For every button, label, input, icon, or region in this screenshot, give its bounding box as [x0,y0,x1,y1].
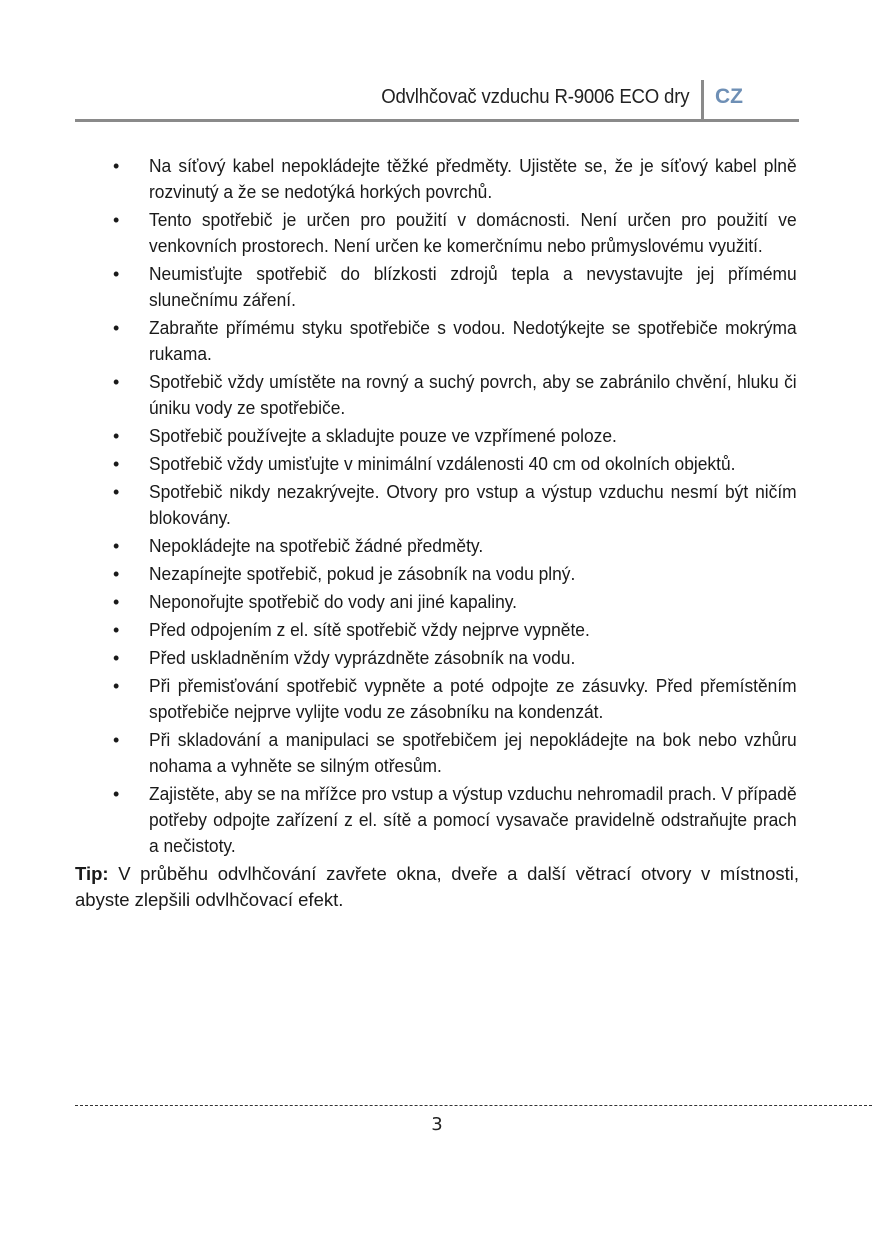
bullet-icon: • [113,156,120,176]
footer-rule [75,1105,872,1106]
bullet-icon: • [113,210,120,230]
bullet-icon: • [113,592,120,612]
header-divider [701,80,704,120]
page-content [75,153,799,913]
list-item: • Při skladování a manipulaci se spotřebičem jej nepokládejte na bok nebo vzhůru nohama a vyhněte se silným otřesům. [113,729,797,776]
bullet-icon: • [113,372,120,392]
list-item: • Spotřebič používejte a skladujte pouze ve vzpřímené poloze. [75,423,799,449]
header-rule [75,119,799,122]
bullet-icon: • [113,784,120,804]
bullet-icon: • [113,620,120,640]
bullet-icon: • [113,454,120,474]
bullet-icon: • [113,536,120,556]
list-item: • Při přemisťování spotřebič vypněte a poté odpojte ze zásuvky. Před přemístěním spotřebiče nejprve vylijte vodu ze zásobníku na kondenzát. [113,675,797,722]
bullet-icon: • [113,676,120,696]
page-header [75,80,799,122]
list-item: • Před odpojením z el. sítě spotřebič vždy nejprve vypněte. [75,617,799,643]
list-item: • Tento spotřebič je určen pro použití v domácnosti. Není určen pro použití ve venkovních prostorech. Není určen ke komerčnímu nebo průmyslovému využití. [113,209,797,256]
safety-list [75,153,799,859]
list-item: • Spotřebič vždy umístěte na rovný a suchý povrch, aby se zabránilo chvění, hluku či úniku vody ze spotřebiče. [113,371,797,418]
tip-paragraph [75,861,799,913]
bullet-icon: • [113,426,120,446]
language-code: CZ [715,85,743,108]
header-title: Odvlhčovač vzduchu R-9006 ECO dry [380,86,689,108]
tip-text: V průběhu odvlhčování zavřete okna, dveře a další větrací otvory v místnosti, abyste zlepšili odvlhčovací efekt. [75,863,799,910]
page-number: 3 [431,1114,443,1135]
list-item: • Neumisťujte spotřebič do blízkosti zdrojů tepla a nevystavujte jej přímému slunečnímu záření. [113,263,797,310]
bullet-icon: • [113,730,120,750]
list-item: • Před uskladněním vždy vyprázdněte zásobník na vodu. [75,645,799,671]
list-item: • Zabraňte přímému styku spotřebiče s vodou. Nedotýkejte se spotřebiče mokrýma rukama. [113,317,797,364]
list-item: • Spotřebič nikdy nezakrývejte. Otvory pro vstup a výstup vzduchu nesmí být ničím blokovány. [113,481,797,528]
list-item: • Nezapínejte spotřebič, pokud je zásobník na vodu plný. [75,561,799,587]
list-item: • Nepokládejte na spotřebič žádné předměty. [75,533,799,559]
list-item: • Neponořujte spotřebič do vody ani jiné kapaliny. [75,589,799,615]
bullet-icon: • [113,482,120,502]
bullet-icon: • [113,318,120,338]
bullet-icon: • [113,648,120,668]
list-item: • Zajistěte, aby se na mřížce pro vstup a výstup vzduchu nehromadil prach. V případě potřeby odpojte zařízení z el. sítě a pomocí vysavače pravidelně odstraňujte prach a nečistoty. [113,783,797,856]
tip-label: Tip: [75,863,109,884]
bullet-icon: • [113,264,120,284]
list-item: • Spotřebič vždy umisťujte v minimální vzdálenosti 40 cm od okolních objektů. [75,451,799,477]
bullet-icon: • [113,564,120,584]
list-item: • Na síťový kabel nepokládejte těžké předměty. Ujistěte se, že je síťový kabel plně rozvinutý a že se nedotýká horkých povrchů. [113,155,797,202]
